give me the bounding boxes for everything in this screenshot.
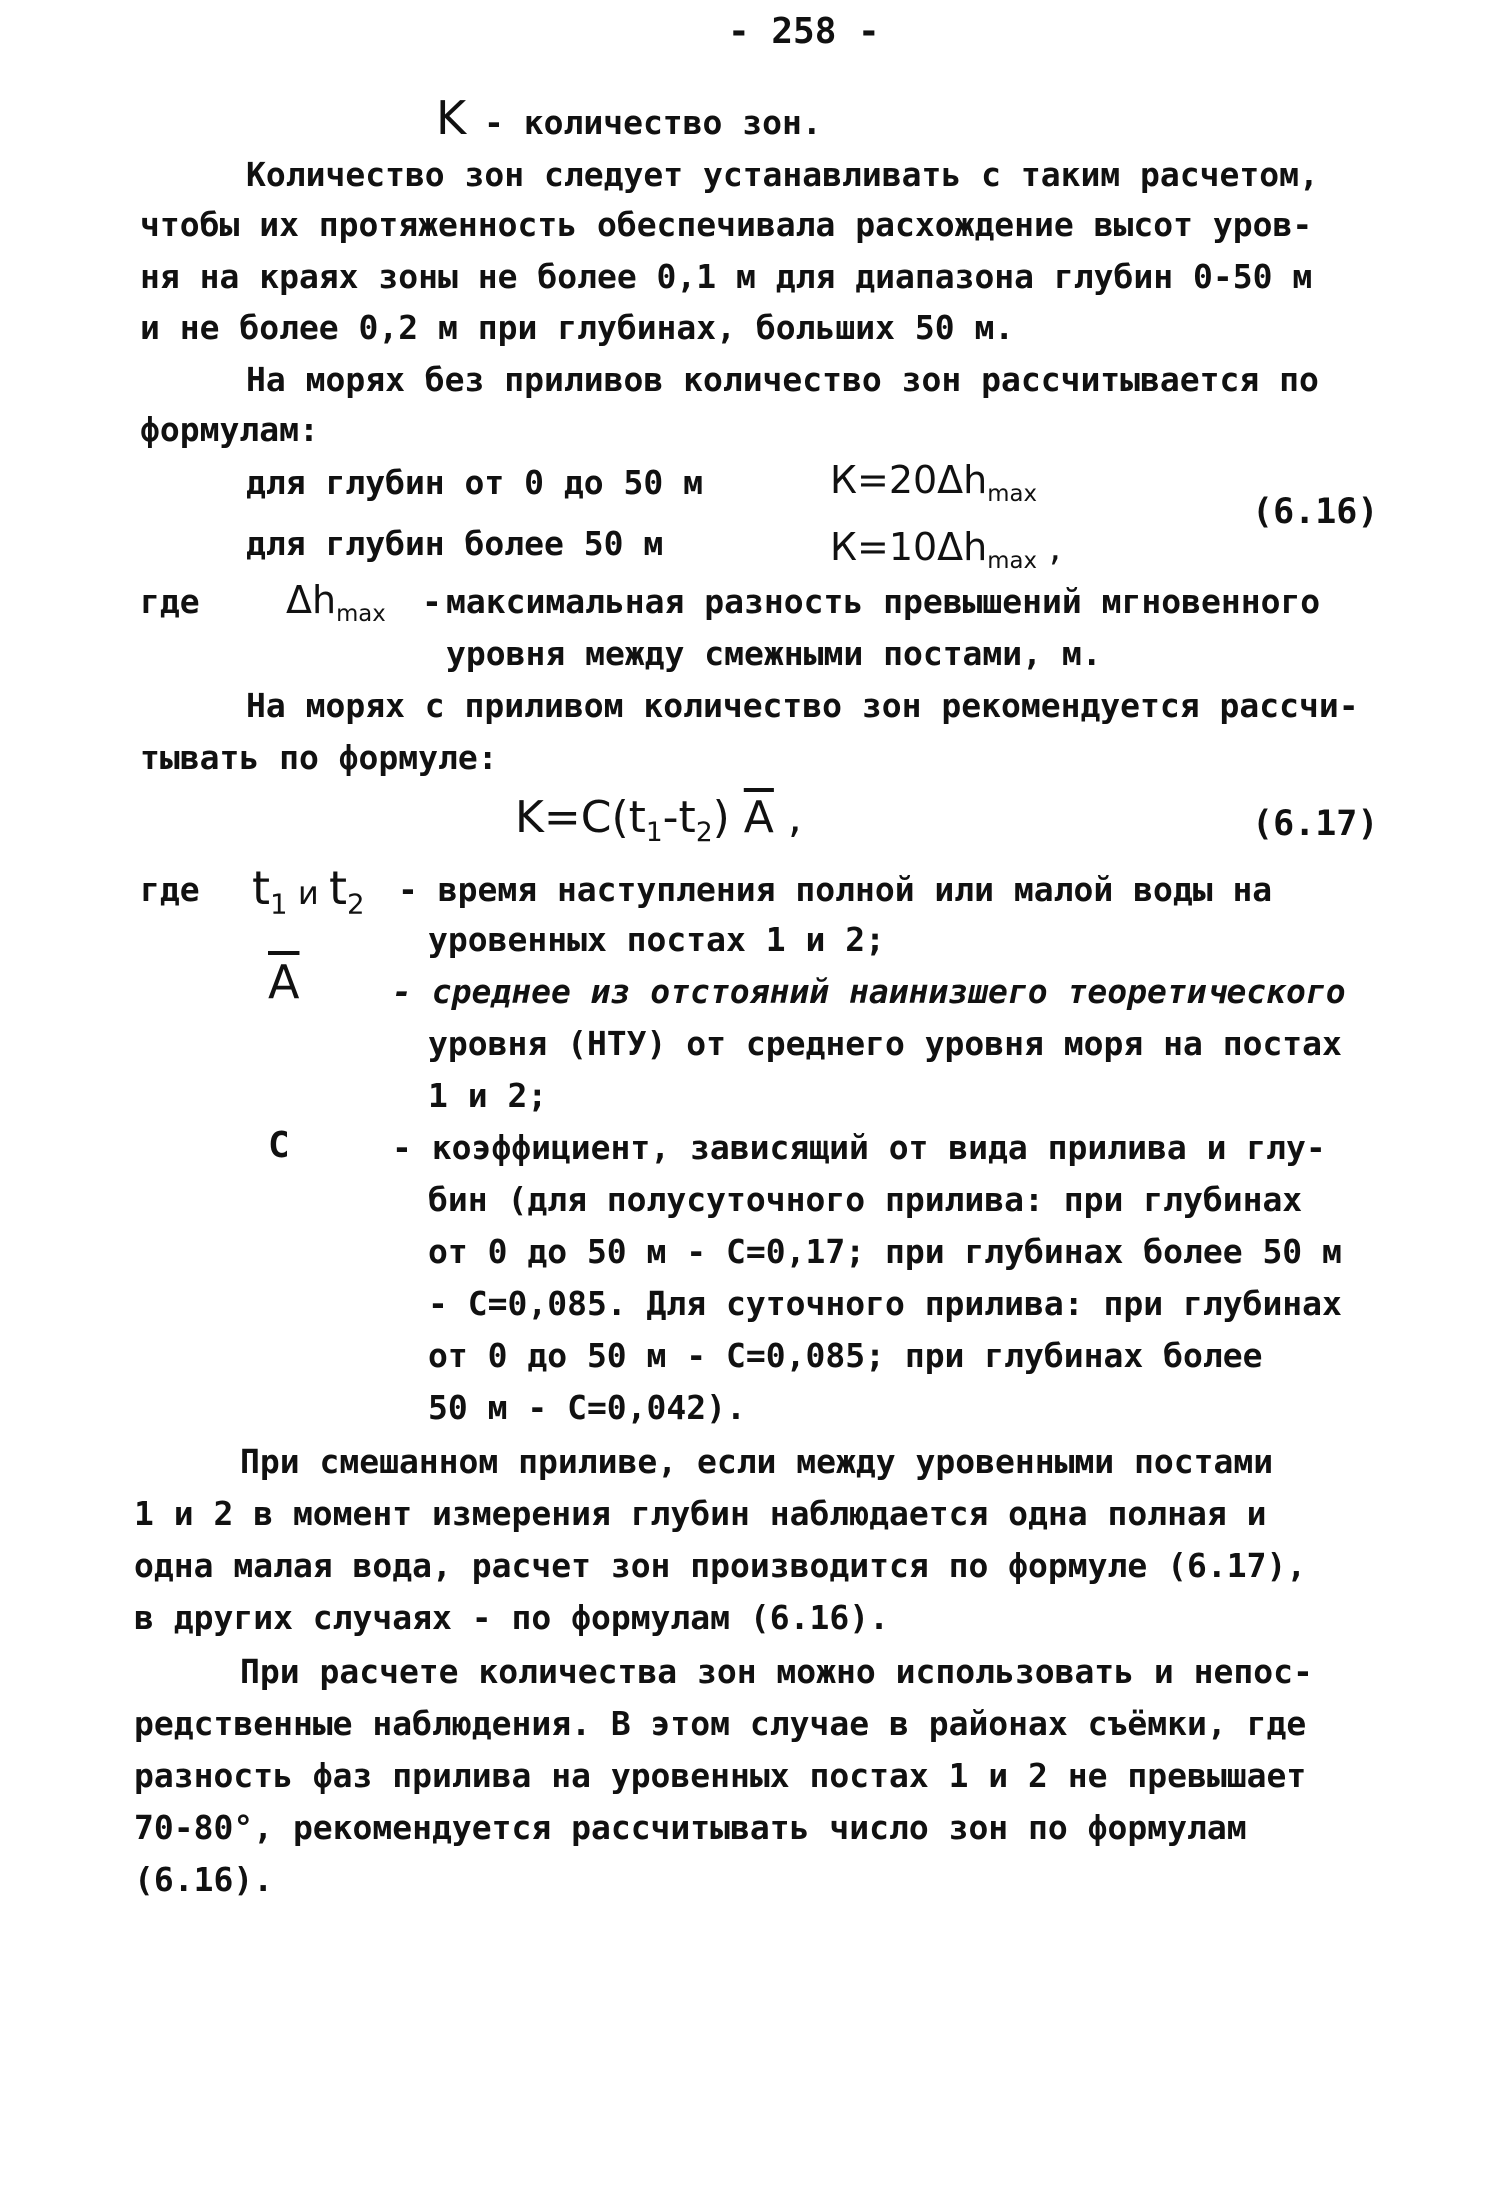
text-line: формулам: (140, 410, 319, 449)
definition-line: - время наступления полной или малой воды на (398, 870, 1273, 909)
k-symbol: K (436, 91, 467, 145)
text-line: редственные наблюдения. В этом случае в районах съёмки, где (134, 1704, 1307, 1743)
definition-line: 1 и 2; (428, 1076, 548, 1115)
text-line: тывать по формуле: (140, 738, 498, 777)
text-line: (6.16). (134, 1860, 274, 1899)
a-bar-symbol: $\overline{A}$ (268, 955, 300, 1009)
formula-main: К=10Δh (830, 525, 988, 569)
text-line: одна малая вода, расчет зон производится по формуле (6.17), (134, 1546, 1307, 1585)
symbol-subscript: max (336, 600, 386, 627)
text-line: 1 и 2 в момент измерения глубин наблюдается одна полная и (134, 1494, 1267, 1533)
where-label: где (140, 582, 200, 621)
page-number: - 258 - (728, 11, 880, 52)
definition-line: - коэффициент, зависящий от вида прилива и глу- (392, 1128, 1326, 1167)
symbol-subscript: 2 (347, 887, 365, 921)
formula-subscript: max (987, 547, 1037, 574)
formula-row-expression (830, 460, 1037, 514)
definition-line: уровенных постах 1 и 2; (428, 920, 885, 959)
formula-a-bar: $\overline{A}$ (743, 792, 774, 843)
formula-subscript: 2 (695, 817, 713, 849)
definition-line: - С=0,085. Для суточного прилива: при глубинах (428, 1284, 1342, 1323)
text-line: чтобы их протяженность обеспечивала расхождение высот уров- (140, 205, 1313, 244)
formula-suffix: , (1036, 525, 1062, 569)
text-line: и не более 0,2 м при глубинах, больших 50 м. (140, 308, 1015, 347)
symbol-main: t (252, 861, 271, 915)
formula-subscript: max (987, 480, 1037, 507)
equation-number: (6.16) (1252, 492, 1379, 532)
formula-spacer (730, 792, 744, 843)
text-line: На морях с приливом количество зон рекомендуется рассчи- (246, 686, 1359, 725)
formula-subscript: 1 (645, 817, 663, 849)
t-symbols (252, 860, 365, 933)
formula-row-label: для глубин от 0 до 50 м (246, 463, 703, 502)
symbol-and: и (287, 874, 329, 912)
text-line: При смешанном приливе, если между уровенными постами (240, 1442, 1274, 1481)
equation-number: (6.17) (1252, 804, 1379, 844)
c-symbol: C (268, 1125, 290, 1166)
formula-row-expression (830, 527, 1061, 581)
symbol-main: Δh (286, 578, 337, 622)
text-line: в других случаях - по формулам (6.16). (134, 1598, 889, 1637)
definition-line: от 0 до 50 м - С=0,17; при глубинах более 50 м (428, 1232, 1342, 1271)
definition-line: от 0 до 50 м - С=0,085; при глубинах более (428, 1336, 1263, 1375)
formula-part: K=C(t (515, 792, 646, 843)
delta-h-symbol (286, 580, 386, 634)
symbol-subscript: 1 (270, 887, 288, 921)
definition-line: уровня между смежными постами, м. (446, 634, 1102, 673)
definition-dash: - (422, 582, 442, 621)
definition-line: бин (для полусуточного прилива: при глубинах (428, 1180, 1303, 1219)
formula-part: ) (712, 792, 730, 843)
text-line: На морях без приливов количество зон рассчитывается по (246, 360, 1319, 399)
text-line: 70-80°, рекомендуется рассчитывать число зон по формулам (134, 1808, 1247, 1847)
formula-row-label: для глубин более 50 м (246, 524, 664, 563)
text-line: ня на краях зоны не более 0,1 м для диапазона глубин 0-50 м (140, 257, 1313, 296)
definition-line: максимальная разность превышений мгновенного (446, 582, 1321, 621)
formula-main: К=20Δh (830, 458, 988, 502)
definition-line: - среднее из отстояний наинизшего теоретического (392, 972, 1346, 1011)
text-line: При расчете количества зон можно использовать и непос- (240, 1652, 1313, 1691)
symbol-main: t (329, 861, 348, 915)
formula-part: -t (662, 792, 696, 843)
where-label: где (140, 870, 200, 909)
definition-line: уровня (НТУ) от среднего уровня моря на постах (428, 1024, 1342, 1063)
formula-part: , (773, 792, 802, 843)
text-line: Количество зон следует устанавливать с таким расчетом, (246, 155, 1319, 194)
k-definition-text: - количество зон. (484, 103, 822, 142)
formula-expression (515, 790, 802, 861)
definition-line: 50 м - С=0,042). (428, 1388, 746, 1427)
text-line: разность фаз прилива на уровенных постах 1 и 2 не превышает (134, 1756, 1307, 1795)
